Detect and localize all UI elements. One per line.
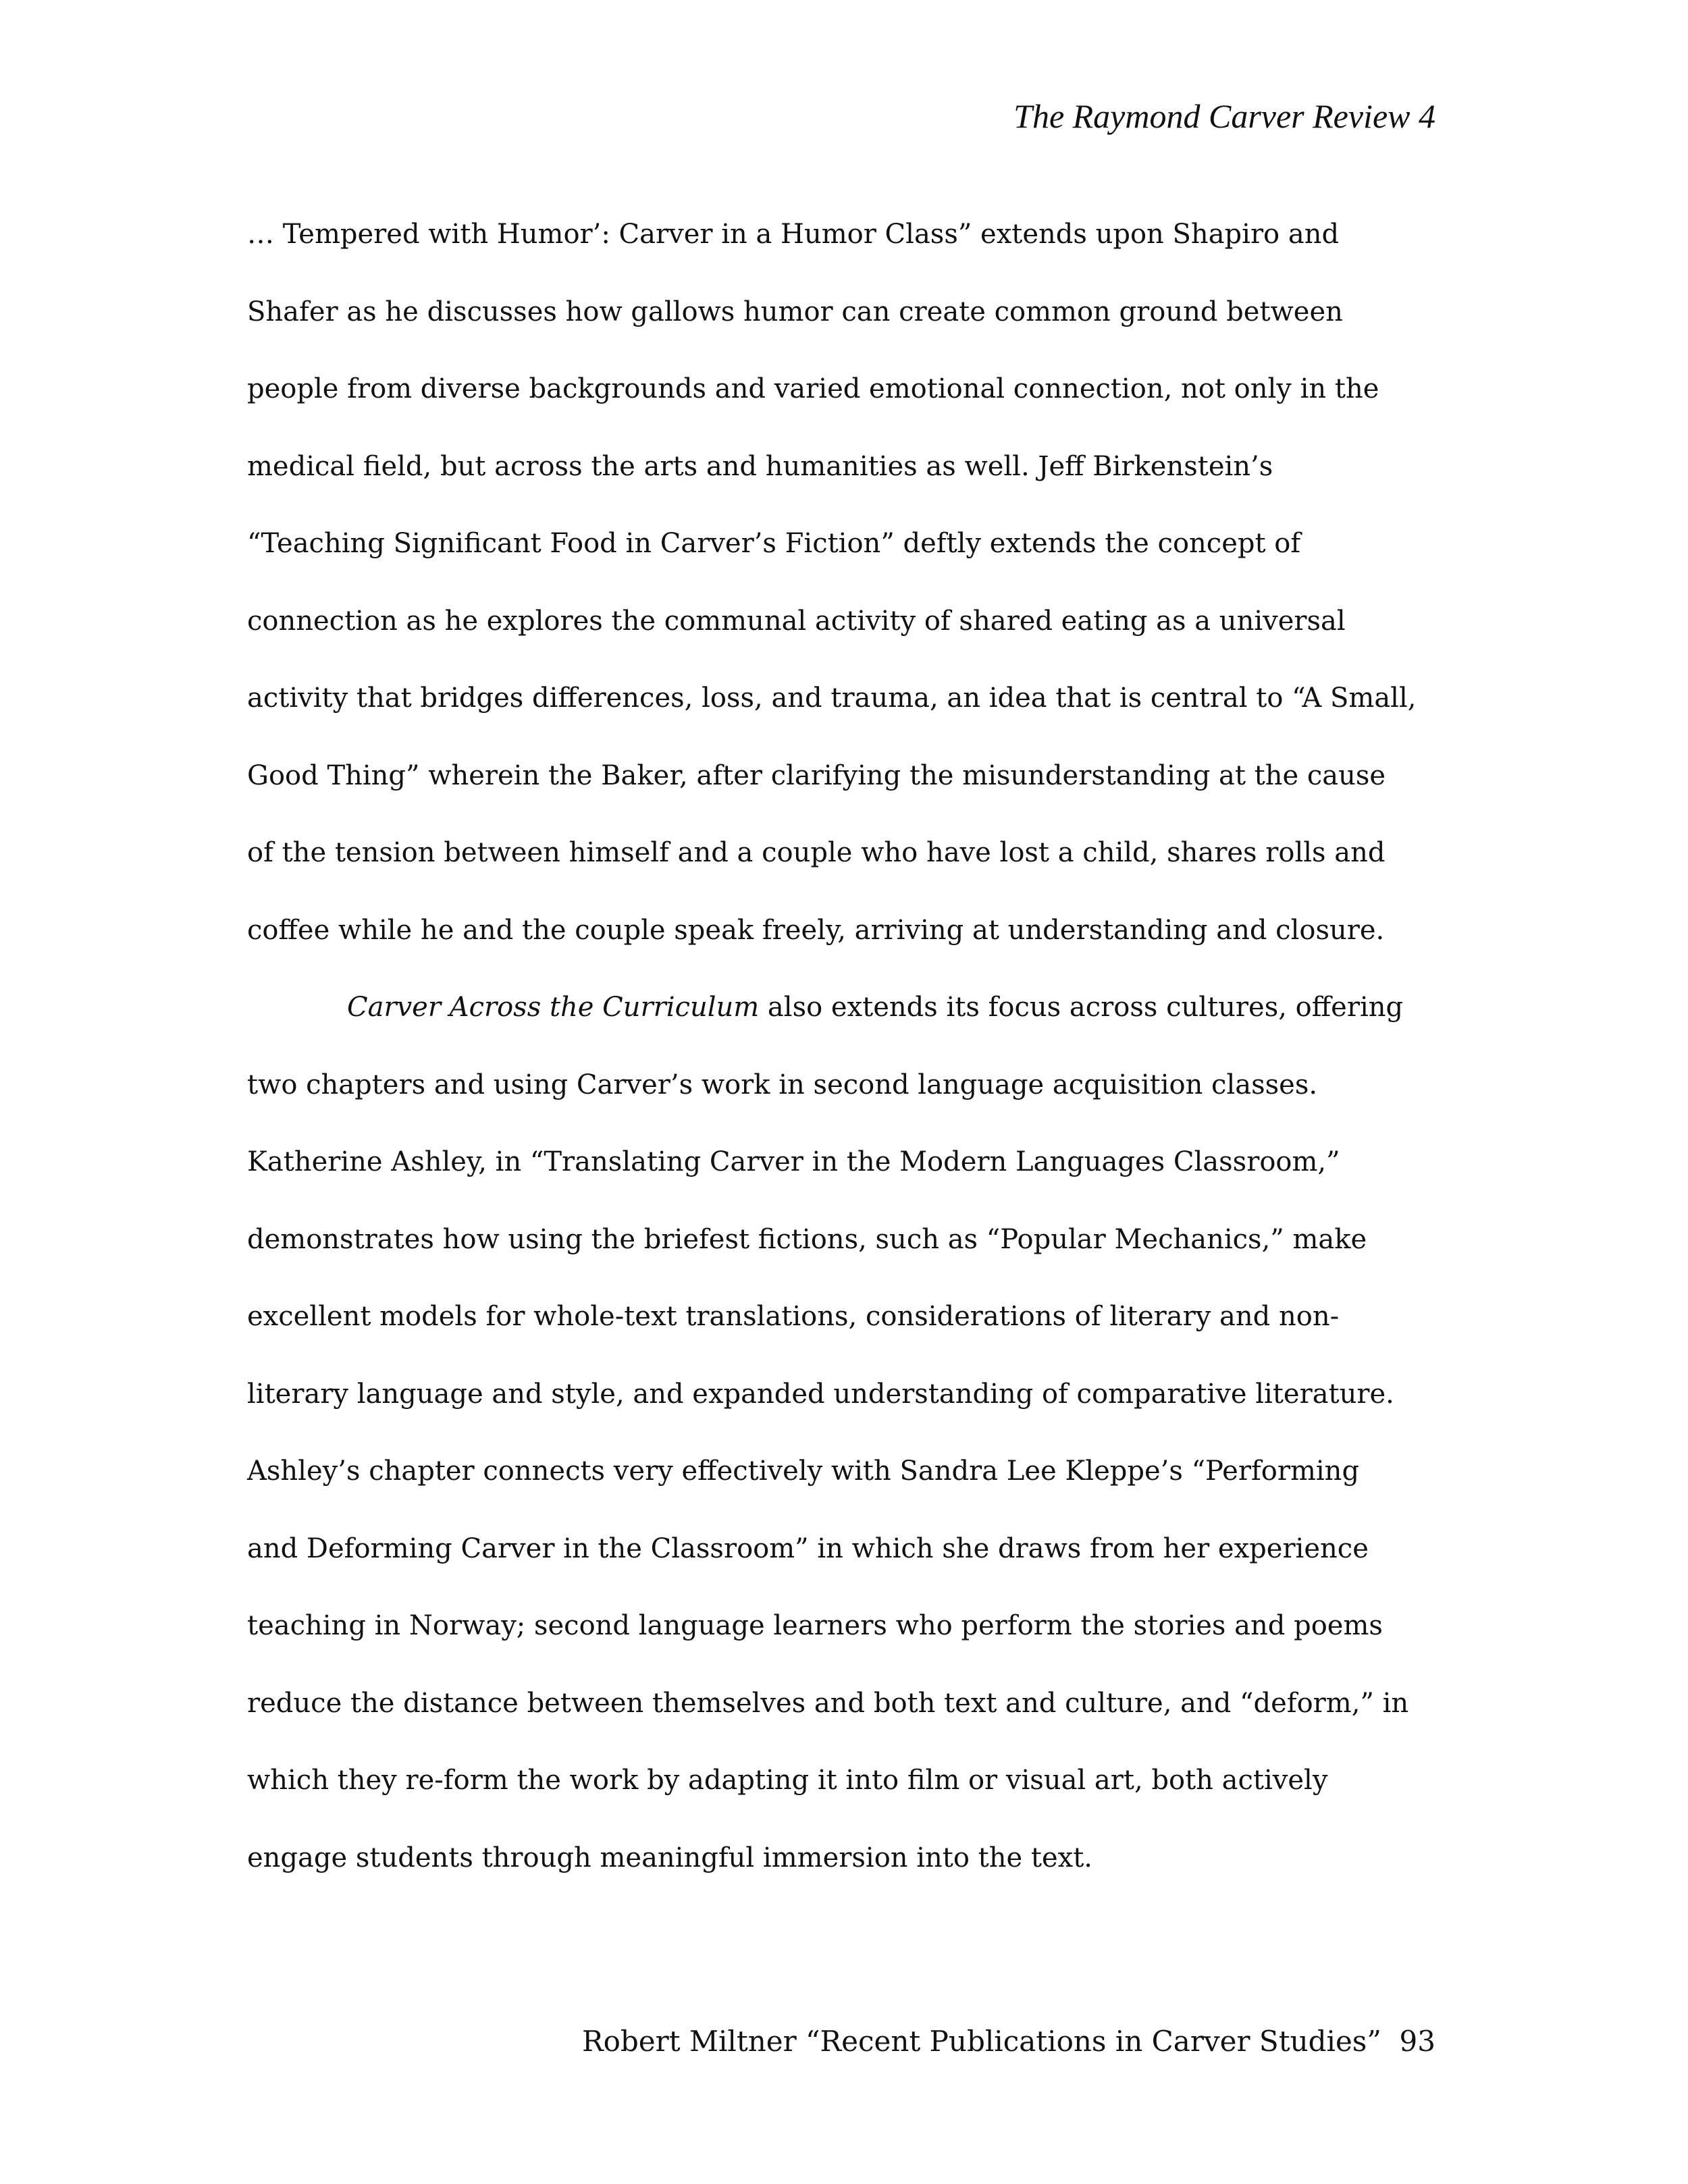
paragraph-line: Good Thing” wherein the Baker, after clarifying the misunderstanding at the cause <box>247 760 1386 791</box>
book-title: Carver Across the Curriculum <box>347 992 760 1023</box>
paragraph-line: activity that bridges differences, loss, and trauma, an idea that is central to “A Small, <box>247 683 1417 714</box>
paragraph-line: coffee while he and the couple speak freely, arriving at understanding and closure. <box>247 914 1385 946</box>
paragraph-line: teaching in Norway; second language learners who perform the stories and poems <box>247 1610 1383 1641</box>
paragraph-line: demonstrates how using the briefest fictions, such as “Popular Mechanics,” make <box>247 1223 1367 1255</box>
paragraph-line: of the tension between himself and a couple who have lost a child, shares rolls and <box>247 837 1386 868</box>
running-header: The Raymond Carver Review 4 <box>1013 97 1435 135</box>
running-footer <box>582 2021 1435 2062</box>
paragraph-line: medical field, but across the arts and humanities as well. Jeff Birkenstein’s <box>247 450 1273 482</box>
paragraph-line: Shafer as he discusses how gallows humor can create common ground between <box>247 296 1343 327</box>
paragraph-line: reduce the distance between themselves and both text and culture, and “deform,” in <box>247 1687 1409 1719</box>
paragraph-line: two chapters and using Carver’s work in second language acquisition classes. <box>247 1069 1318 1100</box>
paragraph-line: excellent models for whole-text translations, considerations of literary and non- <box>247 1301 1340 1332</box>
paragraph-line: Katherine Ashley, in “Translating Carver in the Modern Languages Classroom,” <box>247 1146 1340 1177</box>
paragraph-line-rest: also extends its focus across cultures, offering <box>759 992 1404 1023</box>
footer-gap <box>1381 2025 1400 2058</box>
paragraph-line: literary language and style, and expanded understanding of comparative literature. <box>247 1378 1394 1410</box>
body-text <box>247 196 1442 1896</box>
page-number: 93 <box>1399 2025 1435 2058</box>
paragraph-line: … Tempered with Humor’: Carver in a Humor Class” extends upon Shapiro and <box>247 219 1340 250</box>
paragraph-line: which they re-form the work by adapting it into film or visual art, both actively <box>247 1765 1328 1796</box>
paragraph-line: and Deforming Carver in the Classroom” in which she draws from her experience <box>247 1533 1369 1564</box>
footer-author-title: Robert Miltner “Recent Publications in Carver Studies” <box>582 2025 1381 2058</box>
paragraph-line: Ashley’s chapter connects very effectively with Sandra Lee Kleppe’s “Performing <box>247 1456 1360 1487</box>
paragraph-line: engage students through meaningful immersion into the text. <box>247 1842 1092 1873</box>
paragraph-line: people from diverse backgrounds and varied emotional connection, not only in the <box>247 373 1379 404</box>
paragraph-line: “Teaching Significant Food in Carver’s Fiction” deftly extends the concept of <box>247 528 1301 559</box>
paragraph-first-line <box>247 969 1442 1046</box>
paragraph-line: connection as he explores the communal activity of shared eating as a universal <box>247 605 1346 637</box>
